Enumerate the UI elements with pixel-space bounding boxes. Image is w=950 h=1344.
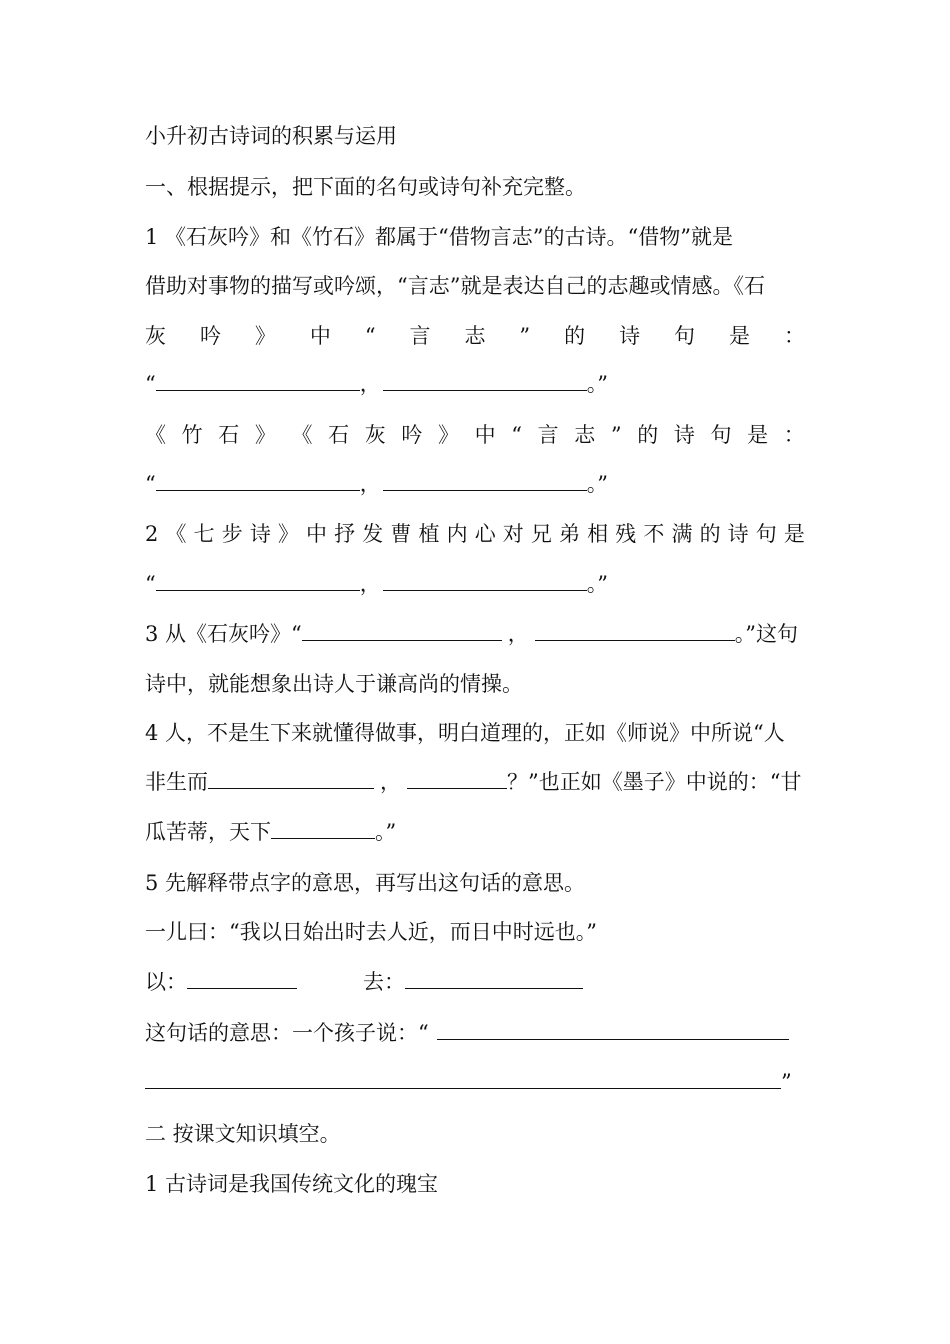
comma: ，	[380, 770, 401, 794]
spread-char: 灰	[364, 423, 386, 447]
q1-line1: 1 《石灰吟》和《竹石》都属于“借物言志”的古诗。“借物”就是	[145, 225, 733, 249]
comma: ，	[359, 372, 381, 396]
spread-char: “	[511, 423, 522, 447]
spread-char: 诗	[673, 423, 695, 447]
q5-meaning-row	[145, 1019, 789, 1047]
close-quote: ”	[781, 1070, 792, 1094]
answer-blank-meaning[interactable]	[437, 1019, 789, 1040]
spread-char: 》	[254, 324, 276, 348]
answer-blank[interactable]	[535, 620, 735, 641]
spread-char: 诗	[249, 522, 271, 546]
answer-blank[interactable]	[383, 570, 587, 591]
q1-answer-row-2	[145, 470, 608, 498]
spread-char: 中	[474, 423, 496, 447]
spread-char: 满	[671, 522, 693, 546]
comma: ，	[359, 572, 381, 596]
comma: ，	[359, 472, 381, 496]
yi-label: 以：	[145, 970, 187, 994]
spread-char: 《	[145, 423, 166, 447]
q5-meaning-row-2	[145, 1068, 792, 1096]
spread-char: 的	[699, 522, 721, 546]
end-quote: 。”	[586, 572, 608, 596]
spread-char: 中	[306, 522, 328, 546]
answer-blank[interactable]	[407, 768, 507, 789]
spread-char: ：	[783, 324, 805, 348]
spread-char: ”	[610, 423, 622, 447]
spread-char: 步	[221, 522, 243, 546]
open-quote: “	[145, 372, 156, 396]
q2-answer-row	[145, 570, 608, 598]
comma: ，	[507, 622, 529, 646]
spread-char: 的	[564, 324, 586, 348]
q5-line2: 一儿曰：“我以日始出时去人近，而日中时远也。”	[145, 920, 597, 944]
spread-char: 《	[165, 522, 187, 546]
meaning-label: 这句话的意思：一个孩子说：“	[145, 1021, 429, 1045]
q4-line2-prefix: 非生而	[145, 770, 208, 794]
spread-char: 石	[218, 423, 240, 447]
spread-char: 志	[464, 324, 486, 348]
s2-q1: 1 古诗词是我国传统文化的瑰宝	[145, 1172, 439, 1196]
spread-char: 》	[438, 423, 459, 447]
q1-answer-row-1	[145, 370, 608, 398]
q3-line1	[145, 620, 798, 648]
spread-char: 内	[446, 522, 468, 546]
spread-char: 中	[309, 324, 331, 348]
open-quote: “	[145, 472, 156, 496]
q4-line2	[145, 768, 801, 796]
spread-char: ：	[783, 423, 805, 447]
answer-blank[interactable]	[302, 620, 502, 641]
q1-line5	[145, 421, 805, 449]
spread-char: 兄	[530, 522, 552, 546]
spread-char: 2	[145, 522, 159, 546]
q5-line1: 5 先解释带点字的意思，再写出这句话的意思。	[145, 871, 586, 895]
spread-char: 弟	[559, 522, 581, 546]
answer-blank[interactable]	[271, 818, 375, 839]
spread-char: 抒	[334, 522, 356, 546]
spread-char: 石	[328, 423, 350, 447]
spread-char: 句	[674, 324, 696, 348]
spread-char: ”	[519, 324, 531, 348]
q3-line2: 诗中，就能想象出诗人于谦高尚的情操。	[145, 672, 523, 696]
spread-char: 句	[755, 522, 777, 546]
q3-suffix: 。”这句	[734, 622, 799, 646]
spread-char: 是	[783, 522, 805, 546]
spread-char: 心	[474, 522, 496, 546]
answer-blank-meaning[interactable]	[145, 1068, 781, 1089]
answer-blank[interactable]	[156, 370, 360, 391]
answer-blank[interactable]	[156, 570, 360, 591]
q4-line3	[145, 818, 396, 846]
q4-line2-mid: ？”也正如《墨子》中说的：“甘	[507, 770, 802, 794]
spread-char: 曹	[390, 522, 412, 546]
spread-char: 吟	[199, 324, 221, 348]
q2-line1	[145, 520, 805, 548]
end-quote: 。”	[586, 472, 608, 496]
spread-char: “	[364, 324, 376, 348]
answer-blank[interactable]	[208, 768, 374, 789]
spread-char: 》	[254, 423, 276, 447]
q4-line1: 4 人，不是生下来就懂得做事，明白道理的，正如《师说》中所说“人	[145, 721, 785, 745]
spread-char: 诗	[727, 522, 749, 546]
spread-char: 残	[615, 522, 637, 546]
spread-char: 诗	[619, 324, 641, 348]
q1-line3	[145, 322, 805, 350]
q4-line3-prefix: 瓜苦蒂，天下	[145, 820, 271, 844]
q4-line3-end: 。”	[375, 820, 397, 844]
answer-blank[interactable]	[383, 370, 587, 391]
q1-line2: 借助对事物的描写或吟颂，“言志”就是表达自己的志趣或情感。《石	[145, 274, 765, 298]
section2-heading: 二 按课文知识填空。	[145, 1122, 341, 1146]
spread-char: 《	[291, 423, 313, 447]
page-title: 小升初古诗词的积累与运用	[145, 124, 397, 148]
q5-word-row	[145, 968, 583, 996]
spread-char: 志	[574, 423, 596, 447]
spread-char: 言	[409, 324, 431, 348]
qu-label: 去：	[363, 970, 405, 994]
spread-char: 句	[710, 423, 732, 447]
spread-char: 的	[637, 423, 659, 447]
spread-char: 不	[643, 522, 665, 546]
q3-prefix: 3 从《石灰吟》“	[145, 622, 302, 646]
answer-blank-qu[interactable]	[405, 968, 583, 989]
spread-char: 相	[587, 522, 609, 546]
spread-char: 》	[277, 522, 299, 546]
spread-char: 对	[502, 522, 524, 546]
answer-blank-yi[interactable]	[187, 968, 297, 989]
section1-heading: 一、根据提示，把下面的名句或诗句补充完整。	[145, 175, 586, 199]
spread-char: 植	[418, 522, 440, 546]
spread-char: 吟	[401, 423, 423, 447]
open-quote: “	[145, 572, 156, 596]
answer-blank[interactable]	[383, 470, 587, 491]
spread-char: 灰	[145, 324, 166, 348]
end-quote: 。”	[586, 372, 608, 396]
spread-char: 是	[747, 423, 769, 447]
answer-blank[interactable]	[156, 470, 360, 491]
spread-char: 发	[362, 522, 384, 546]
spread-char: 竹	[181, 423, 203, 447]
spread-char: 七	[193, 522, 215, 546]
spread-char: 言	[537, 423, 559, 447]
spread-char: 是	[728, 324, 750, 348]
